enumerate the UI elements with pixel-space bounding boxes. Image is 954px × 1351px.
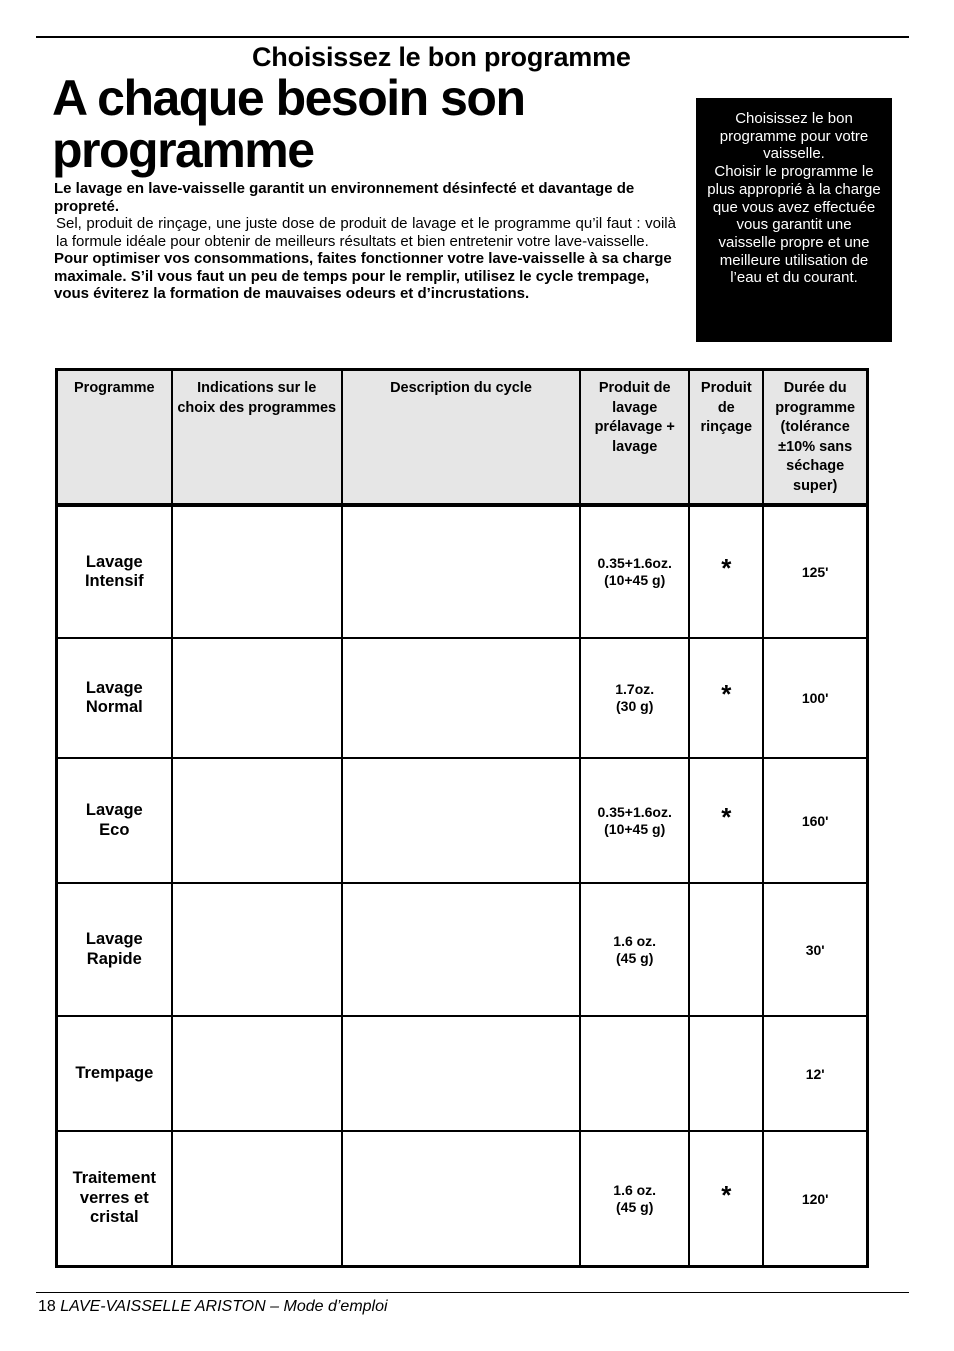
wash-product-cell — [580, 1131, 689, 1266]
header-description: Description du cycle — [342, 370, 580, 506]
bottom-rule — [36, 1292, 909, 1293]
wash-product-cell — [580, 758, 689, 883]
wash-product-amount: 0.35+1.6oz. — [597, 803, 672, 820]
wash-product-cell — [580, 638, 689, 758]
programme-name-text: Lavage Rapide — [85, 930, 143, 968]
program-table — [55, 368, 869, 1268]
wash-product-grams: (45 g) — [616, 949, 654, 966]
section-subtitle: Choisissez le bon programme — [252, 42, 631, 72]
top-rule — [36, 36, 909, 38]
intro-text — [54, 180, 682, 303]
wash-product-grams: (45 g) — [616, 1198, 654, 1215]
footer-doc-name: Mode d’emploi — [283, 1298, 388, 1315]
intro-paragraph-1: Le lavage en lave-vaisselle garantit un environnement désinfecté et davantage de propreté. — [54, 180, 635, 215]
indications-cell — [172, 505, 342, 638]
page-title: A chaque besoin son programme — [52, 70, 525, 178]
programme-name-text: Traitement verres et cristal — [72, 1169, 157, 1227]
intro-paragraph-3: Pour optimiser vos consommations, faites fonctionner votre lave-vaisselle à sa charge maximale. S’il vous faut un peu de temps pour le remplir, utilisez le cycle trempage, vous éviterez la formation de mauvaises odeurs et d’incrustations. — [54, 250, 672, 302]
table-row — [57, 883, 868, 1016]
wash-product-grams: (10+45 g) — [604, 572, 666, 589]
wash-product-cell — [580, 883, 689, 1016]
wash-product-cell — [580, 1016, 689, 1131]
programme-name-text: Lavage Intensif — [84, 552, 144, 591]
programme-name — [57, 758, 172, 883]
page-footer — [38, 1298, 388, 1316]
description-cell — [342, 1016, 580, 1131]
wash-product-amount: 1.6 oz. — [613, 1181, 657, 1198]
callout-line-2: Choisir le programme le plus approprié à la charge que vous avez effectuée vous garantit une vaisselle propre et une meilleure utilisation de l’eau et du courant. — [707, 163, 881, 287]
wash-product-amount: 1.7oz. — [615, 681, 655, 698]
rinse-product-cell — [689, 883, 763, 1016]
rinse-product-cell: * — [689, 505, 763, 638]
header-wash-product: Produit de lavage prélavage + lavage — [580, 370, 689, 506]
wash-product-amount: 1.6 oz. — [613, 932, 657, 949]
table-row — [57, 1016, 868, 1131]
programme-name-text: Lavage Eco — [85, 801, 143, 839]
rinse-product-cell: * — [689, 1131, 763, 1266]
description-cell — [342, 638, 580, 758]
wash-product-amount: 0.35+1.6oz. — [597, 555, 672, 572]
wash-product-grams: (10+45 g) — [604, 820, 666, 837]
duration-cell: 100' — [763, 638, 867, 758]
indications-cell — [172, 1016, 342, 1131]
programme-name-text: Trempage — [75, 1064, 154, 1083]
table-row — [57, 505, 868, 638]
programme-name — [57, 1016, 172, 1131]
rinse-product-cell: * — [689, 758, 763, 883]
duration-cell: 12' — [763, 1016, 867, 1131]
callout-box — [696, 98, 892, 342]
footer-dash: – — [270, 1298, 280, 1315]
duration-cell: 120' — [763, 1131, 867, 1266]
header-rinse-product: Produit de rinçage — [689, 370, 763, 506]
description-cell — [342, 1131, 580, 1266]
indications-cell — [172, 1131, 342, 1266]
wash-product-grams: (30 g) — [616, 698, 654, 715]
callout-line-1: Choisissez le bon programme pour votre vaisselle. — [719, 110, 869, 163]
header-duration: Durée du programme (tolérance ±10% sans séchage super) — [763, 370, 867, 506]
duration-cell: 30' — [763, 883, 867, 1016]
programme-name — [57, 638, 172, 758]
rinse-product-cell: * — [689, 638, 763, 758]
indications-cell — [172, 638, 342, 758]
wash-product-cell — [580, 505, 689, 638]
table-row — [57, 758, 868, 883]
duration-cell: 125' — [763, 505, 867, 638]
programme-name — [57, 1131, 172, 1266]
header-indications: Indications sur le choix des programmes — [172, 370, 342, 506]
table-header-row — [57, 370, 868, 506]
rinse-product-cell — [689, 1016, 763, 1131]
indications-cell — [172, 758, 342, 883]
page-number: 18 — [38, 1298, 56, 1315]
table-row — [57, 638, 868, 758]
description-cell — [342, 758, 580, 883]
duration-cell: 160' — [763, 758, 867, 883]
programme-name — [57, 505, 172, 638]
footer-brand: LAVE-VAISSELLE ARISTON — [60, 1298, 266, 1315]
indications-cell — [172, 883, 342, 1016]
intro-paragraph-2: Sel, produit de rinçage, une juste dose de produit de lavage et le programme qu’il faut : voilà la formule idéale pour obtenir de meilleurs résultats et bien entretenir votre lave-vaisselle. — [56, 215, 676, 250]
table-row — [57, 1131, 868, 1266]
programme-name-text: Lavage Normal — [85, 678, 143, 717]
description-cell — [342, 505, 580, 638]
programme-name — [57, 883, 172, 1016]
header-programme: Programme — [57, 370, 172, 506]
description-cell — [342, 883, 580, 1016]
